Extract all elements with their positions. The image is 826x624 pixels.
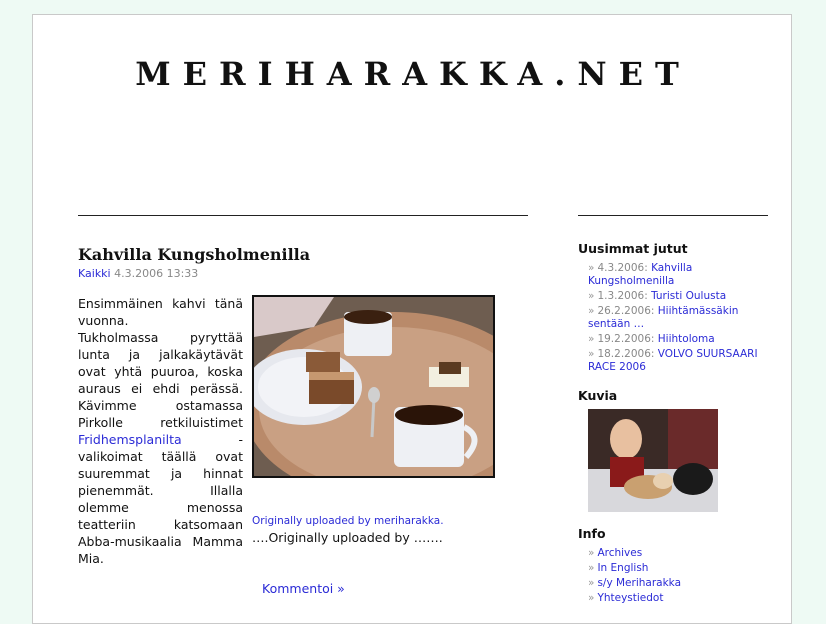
post-paragraph-1: Ensimmäinen kahvi tänä vuonna. xyxy=(78,296,243,328)
double-chevron-right-icon: » xyxy=(588,592,595,604)
blog-post xyxy=(78,245,528,596)
latest-post-link[interactable]: Hiihtoloma xyxy=(657,333,715,345)
list-item xyxy=(588,592,778,605)
fridhemsplan-link[interactable]: Fridhemsplanilta xyxy=(78,432,182,447)
photos-section xyxy=(578,388,778,512)
latest-post-link[interactable]: Hiihtämässäkin sentään … xyxy=(588,305,739,330)
info-section xyxy=(578,526,778,605)
photo-caption-repeat: ….Originally uploaded by ……. xyxy=(252,530,443,545)
sidebar-divider xyxy=(578,215,768,216)
info-link-boat[interactable]: s/y Meriharakka xyxy=(597,577,682,589)
info-link-contact[interactable]: Yhteystiedot xyxy=(597,592,664,604)
list-item xyxy=(588,333,778,346)
info-heading: Info xyxy=(578,526,606,541)
latest-post-link[interactable]: Turisti Oulusta xyxy=(651,290,727,302)
page-container xyxy=(32,14,792,624)
main-divider xyxy=(78,215,528,216)
list-item xyxy=(588,262,778,288)
double-chevron-right-icon: » xyxy=(588,305,595,317)
double-chevron-right-icon: » xyxy=(588,562,595,574)
double-chevron-right-icon: » xyxy=(588,348,595,360)
photos-heading: Kuvia xyxy=(578,388,618,403)
post-text-before-link: Tukholmassa pyryttää lunta ja jalkakäytävät ovat yhtä puuroa, koska auraus ei ehdi perässä. Kävimme ostamassa Pirkolle retkiluistimet xyxy=(78,330,243,430)
post-date: 18.2.2006: xyxy=(597,348,655,360)
post-meta xyxy=(78,267,528,280)
rabbit-photo-image xyxy=(588,409,718,512)
post-paragraph-2 xyxy=(78,329,243,567)
caption-author-link[interactable]: meriharakka xyxy=(374,515,441,527)
latest-posts-list xyxy=(578,262,778,374)
latest-posts-heading: Uusimmat jutut xyxy=(578,241,688,256)
site-title[interactable]: MERIHARAKKA.NET xyxy=(135,55,691,93)
double-chevron-right-icon: » xyxy=(588,547,595,559)
post-date: 1.3.2006: xyxy=(597,290,648,302)
coffee-photo-image xyxy=(254,297,493,476)
post-photo-coffee[interactable] xyxy=(252,295,495,478)
photo-caption xyxy=(252,515,444,527)
post-body xyxy=(78,295,243,567)
post-date: 4.3.2006 13:33 xyxy=(114,267,199,280)
post-date: 26.2.2006: xyxy=(597,305,655,317)
info-link-archives[interactable]: Archives xyxy=(597,547,643,559)
latest-post-link[interactable]: Kahvilla Kungsholmenilla xyxy=(588,262,693,287)
sidebar-photo-rabbit[interactable] xyxy=(588,409,718,512)
comment-link[interactable]: Kommentoi » xyxy=(262,581,345,596)
info-list xyxy=(578,547,778,605)
double-chevron-right-icon: » xyxy=(588,577,595,589)
list-item xyxy=(588,577,778,590)
caption-prefix: Originally uploaded by xyxy=(252,515,371,527)
list-item xyxy=(588,562,778,575)
double-chevron-right-icon: » xyxy=(588,333,595,345)
sidebar xyxy=(578,241,778,619)
post-text-after-link: - valikoimat täällä ovat suuremmat ja hinnat pienemmät. Illalla olemme menossa teatteriin katsomaan Abba-musikaalia Mamma Mia. xyxy=(78,432,243,566)
list-item xyxy=(588,547,778,560)
post-date: 19.2.2006: xyxy=(597,333,655,345)
info-link-english[interactable]: In English xyxy=(597,562,649,574)
latest-posts-section xyxy=(578,241,778,374)
list-item xyxy=(588,290,778,303)
caption-suffix: . xyxy=(440,515,444,527)
latest-post-link[interactable]: VOLVO SUURSAARI RACE 2006 xyxy=(588,348,758,373)
double-chevron-right-icon: » xyxy=(588,290,595,302)
list-item xyxy=(588,348,778,374)
post-date: 4.3.2006: xyxy=(597,262,648,274)
list-item xyxy=(588,305,778,331)
post-category-link[interactable]: Kaikki xyxy=(78,267,111,280)
post-title[interactable]: Kahvilla Kungsholmenilla xyxy=(78,245,311,264)
double-chevron-right-icon: » xyxy=(588,262,595,274)
